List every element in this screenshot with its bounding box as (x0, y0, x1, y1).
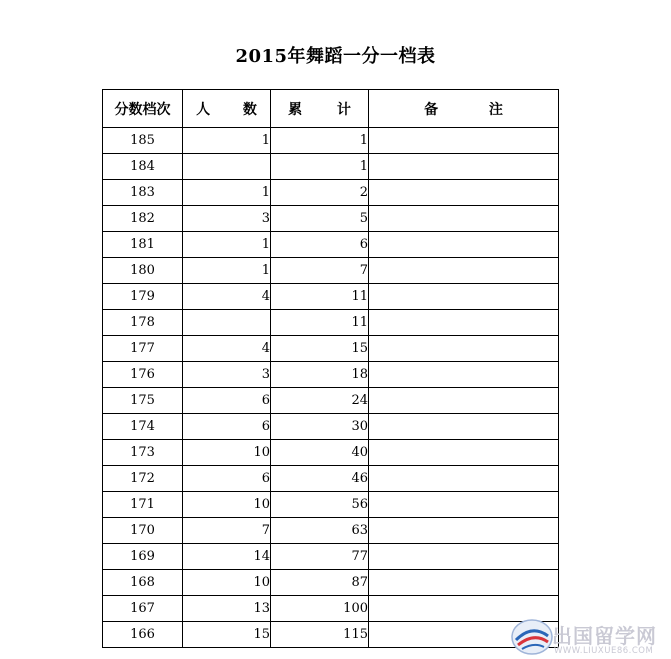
count-cell: 3 (183, 206, 271, 232)
score-cell: 171 (103, 492, 183, 518)
note-cell (369, 206, 559, 232)
note-cell (369, 180, 559, 206)
score-cell: 182 (103, 206, 183, 232)
cumulative-cell: 2 (271, 180, 369, 206)
table-row (103, 570, 559, 596)
note-cell (369, 362, 559, 388)
score-cell: 183 (103, 180, 183, 206)
cumulative-cell: 1 (271, 154, 369, 180)
cumulative-cell: 30 (271, 414, 369, 440)
count-cell: 1 (183, 258, 271, 284)
score-cell: 175 (103, 388, 183, 414)
count-cell (183, 310, 271, 336)
table-row (103, 466, 559, 492)
score-cell: 169 (103, 544, 183, 570)
table-row (103, 232, 559, 258)
watermark (510, 614, 671, 659)
table-row (103, 206, 559, 232)
score-cell: 174 (103, 414, 183, 440)
count-cell: 4 (183, 284, 271, 310)
count-cell: 6 (183, 388, 271, 414)
cumulative-cell: 6 (271, 232, 369, 258)
count-cell: 15 (183, 622, 271, 648)
cumulative-cell: 11 (271, 284, 369, 310)
table-row (103, 336, 559, 362)
cumulative-cell: 24 (271, 388, 369, 414)
count-cell: 14 (183, 544, 271, 570)
watermark-logo-icon (510, 618, 554, 656)
cumulative-cell: 11 (271, 310, 369, 336)
note-cell (369, 492, 559, 518)
score-cell: 173 (103, 440, 183, 466)
score-cell: 170 (103, 518, 183, 544)
cumulative-cell: 100 (271, 596, 369, 622)
table-row (103, 622, 559, 648)
count-cell: 13 (183, 596, 271, 622)
cumulative-cell: 115 (271, 622, 369, 648)
note-cell (369, 284, 559, 310)
note-cell (369, 154, 559, 180)
cumulative-cell: 56 (271, 492, 369, 518)
page-title: 2015年舞蹈一分一档表 (235, 46, 436, 67)
note-cell (369, 128, 559, 154)
score-cell: 179 (103, 284, 183, 310)
count-cell: 10 (183, 440, 271, 466)
watermark-brand: 出国留学网 (552, 624, 657, 648)
note-cell (369, 310, 559, 336)
note-cell (369, 570, 559, 596)
table-row (103, 596, 559, 622)
table-row (103, 518, 559, 544)
note-cell (369, 258, 559, 284)
cumulative-cell: 40 (271, 440, 369, 466)
cumulative-cell: 15 (271, 336, 369, 362)
table-row (103, 544, 559, 570)
table-row (103, 154, 559, 180)
count-cell: 3 (183, 362, 271, 388)
cumulative-cell: 1 (271, 128, 369, 154)
score-cell: 184 (103, 154, 183, 180)
note-cell (369, 232, 559, 258)
table-row (103, 258, 559, 284)
note-cell (369, 440, 559, 466)
score-cell: 176 (103, 362, 183, 388)
cumulative-cell: 77 (271, 544, 369, 570)
count-cell: 1 (183, 128, 271, 154)
header-count: 人 数 (183, 90, 271, 128)
table-row (103, 128, 559, 154)
table-row (103, 284, 559, 310)
count-cell: 1 (183, 180, 271, 206)
count-cell: 10 (183, 570, 271, 596)
table-row (103, 180, 559, 206)
score-cell: 167 (103, 596, 183, 622)
score-cell: 177 (103, 336, 183, 362)
table-row (103, 440, 559, 466)
note-cell (369, 336, 559, 362)
watermark-url: WWW.LIUXUE86.COM (554, 646, 654, 656)
score-cell: 185 (103, 128, 183, 154)
note-cell (369, 388, 559, 414)
table-row (103, 362, 559, 388)
count-cell: 7 (183, 518, 271, 544)
table-row (103, 310, 559, 336)
table-row (103, 492, 559, 518)
count-cell: 10 (183, 492, 271, 518)
count-cell: 4 (183, 336, 271, 362)
score-cell: 181 (103, 232, 183, 258)
score-cell: 180 (103, 258, 183, 284)
count-cell: 6 (183, 466, 271, 492)
cumulative-cell: 18 (271, 362, 369, 388)
note-cell (369, 414, 559, 440)
note-cell (369, 518, 559, 544)
count-cell (183, 154, 271, 180)
table-header-row (103, 90, 559, 128)
table-row (103, 414, 559, 440)
table-row (103, 388, 559, 414)
cumulative-cell: 46 (271, 466, 369, 492)
note-cell (369, 544, 559, 570)
header-cumulative: 累 计 (271, 90, 369, 128)
score-table (102, 89, 559, 648)
header-note: 备 注 (369, 90, 559, 128)
count-cell: 6 (183, 414, 271, 440)
cumulative-cell: 63 (271, 518, 369, 544)
table-body (103, 128, 559, 648)
score-cell: 178 (103, 310, 183, 336)
cumulative-cell: 87 (271, 570, 369, 596)
cumulative-cell: 5 (271, 206, 369, 232)
note-cell (369, 466, 559, 492)
count-cell: 1 (183, 232, 271, 258)
score-cell: 172 (103, 466, 183, 492)
score-cell: 166 (103, 622, 183, 648)
score-cell: 168 (103, 570, 183, 596)
header-score: 分数档次 (103, 90, 183, 128)
cumulative-cell: 7 (271, 258, 369, 284)
